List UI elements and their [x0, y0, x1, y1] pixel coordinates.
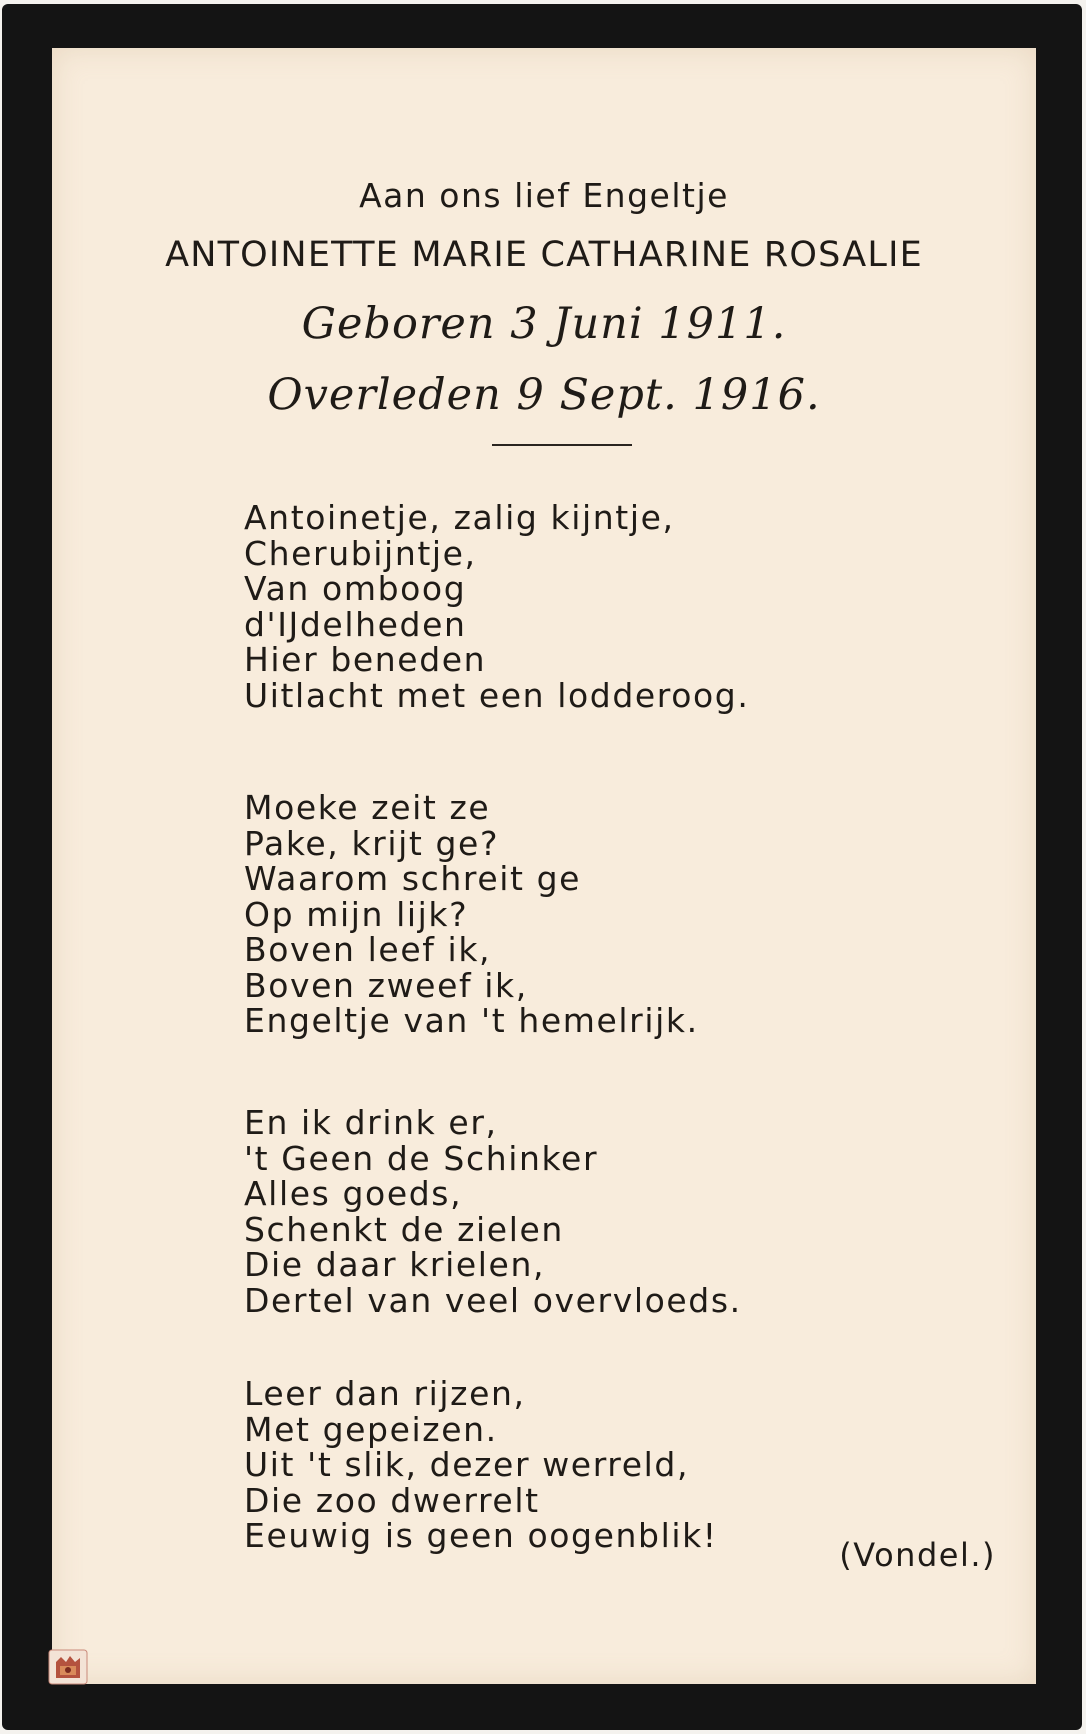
poem-stanza-3 [244, 1105, 742, 1318]
poem-stanza-2 [244, 790, 699, 1039]
death-date: Overleden 9 Sept. 1916. [267, 370, 821, 420]
poem-line: Met gepeizen. [244, 1409, 498, 1449]
poem-line: Cherubijntje, [244, 533, 477, 573]
poem-stanza-4 [244, 1376, 718, 1554]
poem-line: Van omboog [244, 569, 467, 608]
poem-line: d'IJdelheden [244, 604, 467, 644]
poem-line: En ik drink er, [244, 1103, 498, 1142]
poem-line: Leer dan rijzen, [244, 1374, 526, 1413]
poem-line: Schenkt de zielen [244, 1209, 564, 1249]
birth-date: Geboren 3 Juni 1911. [301, 299, 787, 349]
poem-line: 't Geen de Schinker [244, 1138, 599, 1178]
poem-stanza-1 [244, 500, 749, 713]
poem-line: Op mijn lijk? [244, 894, 469, 934]
poem-line: Antoinetje, zalig kijntje, [244, 498, 675, 537]
divider-rule [492, 444, 632, 446]
poem-line: Die zoo dwerrelt [244, 1480, 540, 1520]
poem-line: Boven zweef ik, [244, 965, 528, 1005]
poem-line: Die daar krielen, [244, 1245, 546, 1284]
memorial-card [2, 4, 1082, 1730]
poem-line: Waarom schreit ge [244, 859, 582, 898]
poem-line: Dertel van veel overvloeds. [244, 1280, 742, 1320]
poem-line: Eeuwig is geen oogenblik! [244, 1516, 718, 1555]
poem-line: Uit 't slik, dezer werreld, [244, 1445, 690, 1484]
poem-line: Moeke zeit ze [244, 788, 491, 827]
poem-line: Hier beneden [244, 640, 487, 679]
poem-line: Uitlacht met een lodderoog. [244, 675, 750, 715]
poem-line: Alles goeds, [244, 1174, 463, 1213]
deceased-name: ANTOINETTE MARIE CATHARINE ROSALIE [165, 235, 923, 275]
dedication-line: Aan ons lief Engeltje [359, 176, 729, 215]
card-paper [52, 48, 1036, 1684]
poem-line: Boven leef ik, [244, 930, 492, 969]
crest-logo-icon [48, 1648, 88, 1686]
poem-author: (Vondel.) [839, 1536, 996, 1574]
poem-line: Pake, krijt ge? [244, 823, 500, 863]
poem-line: Engeltje van 't hemelrijk. [244, 1001, 699, 1040]
